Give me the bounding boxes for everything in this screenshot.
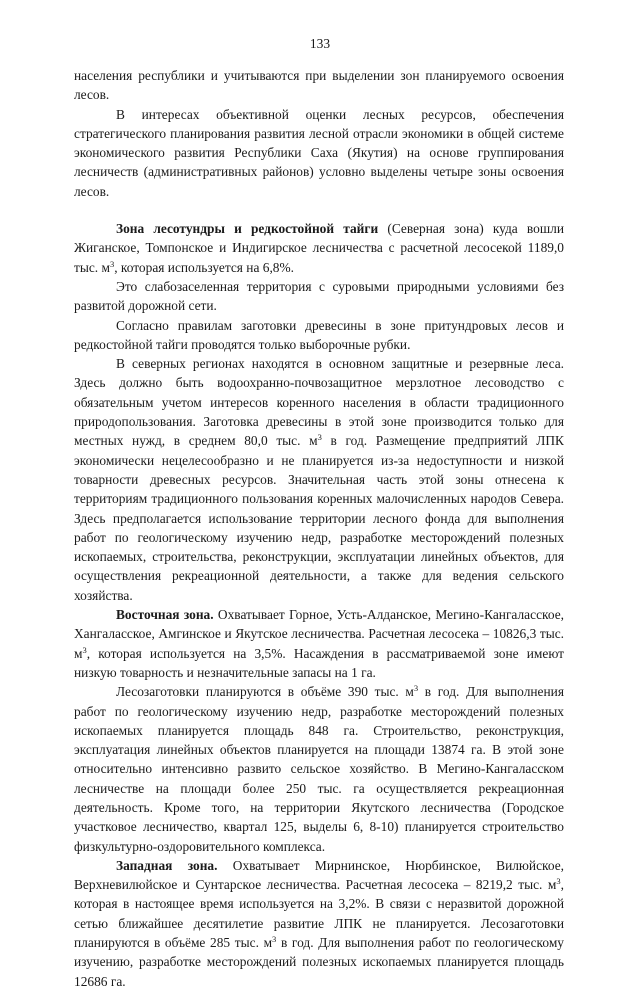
paragraph-east-zone: [74, 605, 564, 682]
paragraph-west-zone: [74, 856, 564, 991]
paragraph-6: [74, 354, 564, 605]
paragraph-2: [74, 105, 564, 201]
superscript: 3: [272, 934, 277, 945]
paragraph-text: Охватывает Горное, Усть-Алданское, Мегино-Кангаласское, Хангаласское, Амгинское и Якутское лесничества. Расчетная лесосека – 10826,3 тыс. м: [74, 607, 564, 661]
superscript: 3: [413, 683, 419, 694]
paragraph-text: В северных регионах находятся в основном защитные и резервные леса. Здесь должно быть водоохранно-почвозащитное мерзлотное лесоводство с обязательным учетом интересов коренного населения в области традиционного природопользования. Заготовка древесины в этой зоне производится только для местных нужд, в среднем 80,0 тыс. м: [74, 356, 564, 449]
zone-heading-west: Западная зона.: [116, 857, 218, 873]
paragraph-text: Лесозаготовки планируются в объёме 390 тыс. м: [116, 684, 414, 700]
paragraph-text: (Северная зона) куда вошли Жиганское, Томпонское и Индигирское лесничества с расчетной лесосекой 1189,0 тыс. м: [74, 221, 564, 275]
paragraph-north-zone: [74, 219, 564, 277]
paragraph-text: населения республики и учитываются при выделении зон планируемого освоения лесов.: [74, 68, 564, 103]
page-number: 133: [309, 36, 331, 51]
paragraph-text: В интересах объективной оценки лесных ресурсов, обеспечения стратегического планирования развития лесной отрасли экономики в общей системе экономического развития Республики Саха (Якутия) на основе группирования лесничеств (административных районов) условно выделены четыре зоны освоения лесов.: [74, 106, 564, 199]
document-body: [74, 66, 564, 991]
superscript: 3: [109, 258, 115, 269]
paragraph-text: , которая используется на 3,5%. Насаждения в рассматриваемой зоне имеют низкую товарность и незначительные запасы на 1 га.: [74, 645, 564, 680]
paragraph-text: Охватывает Мирнинское, Нюрбинское, Вилюйское, Верхневилюйское и Сунтарское лесничества. Расчетная лесосека – 8219,2 тыс. м: [74, 857, 565, 893]
paragraph-1: [74, 66, 564, 105]
paragraph-text: в год. Размещение предприятий ЛПК экономически нецелесообразно и не планируется из-за недоступности и низкой товарности древесных ресурсов. Значительная часть этой зоны отнесена к территориям традиционного пользования коренных малочисленных народов Севера. Здесь предполагается использование территории лесного фонда для выполнения работ по геологическому изучению недр, разработке месторождений полезных ископаемых, строительства, реконструкции, эксплуатации линейных объектов, для осуществления рекреационной деятельности, а также для ведения сельского хозяйства.: [74, 433, 564, 603]
zone-heading-east: Восточная зона.: [116, 607, 214, 623]
paragraph-8: [74, 682, 564, 856]
paragraph-text: в год. Для выполнения работ по геологическому изучению, разработке месторождений полезных ископаемых планируется площадь 12686 га.: [74, 935, 564, 989]
paragraph-text: , которая используется на 6,8%.: [114, 259, 294, 275]
paragraph-text: , которая в настоящее время используется на 3,2%. В связи с неразвитой дорожной сетью ближайшее десятилетие развитие ЛПК не планируется. Лесозаготовки планируются в объёме 285 тыс. м: [74, 877, 564, 951]
superscript: 3: [556, 876, 561, 887]
paragraph-text: Согласно правилам заготовки древесины в зоне притундровых лесов и редкостойной тайги проводятся только выборочные рубки.: [74, 317, 564, 352]
paragraph-text: в год. Для выполнения работ по геологическому изучению недр, разработке месторождений полезных ископаемых планируется площадь 848 га. Строительство, реконструкция, эксплуатация линейных объектов планируется на площади 13874 га. В этой зоне относительно интенсивно развито сельское хозяйство. В Мегино-Кангаласском лесничестве на площади более 250 тыс. га осуществляется рекреационная деятельность. Кроме того, на территории Якутского лесничества (Городское участковое лесничество, квартал 125, выделы 6, 8-10) планируется строительство физкультурно-оздоровительного комплекса.: [74, 684, 564, 854]
paragraph-text: Это слабозаселенная территория с суровыми природными условиями без развитой дорожной сети.: [74, 278, 564, 314]
paragraph-5: [74, 316, 564, 355]
superscript: 3: [82, 644, 87, 655]
zone-heading-north: Зона лесотундры и редкостойной тайги: [116, 221, 379, 237]
superscript: 3: [317, 432, 322, 443]
paragraph-4: [74, 277, 564, 316]
